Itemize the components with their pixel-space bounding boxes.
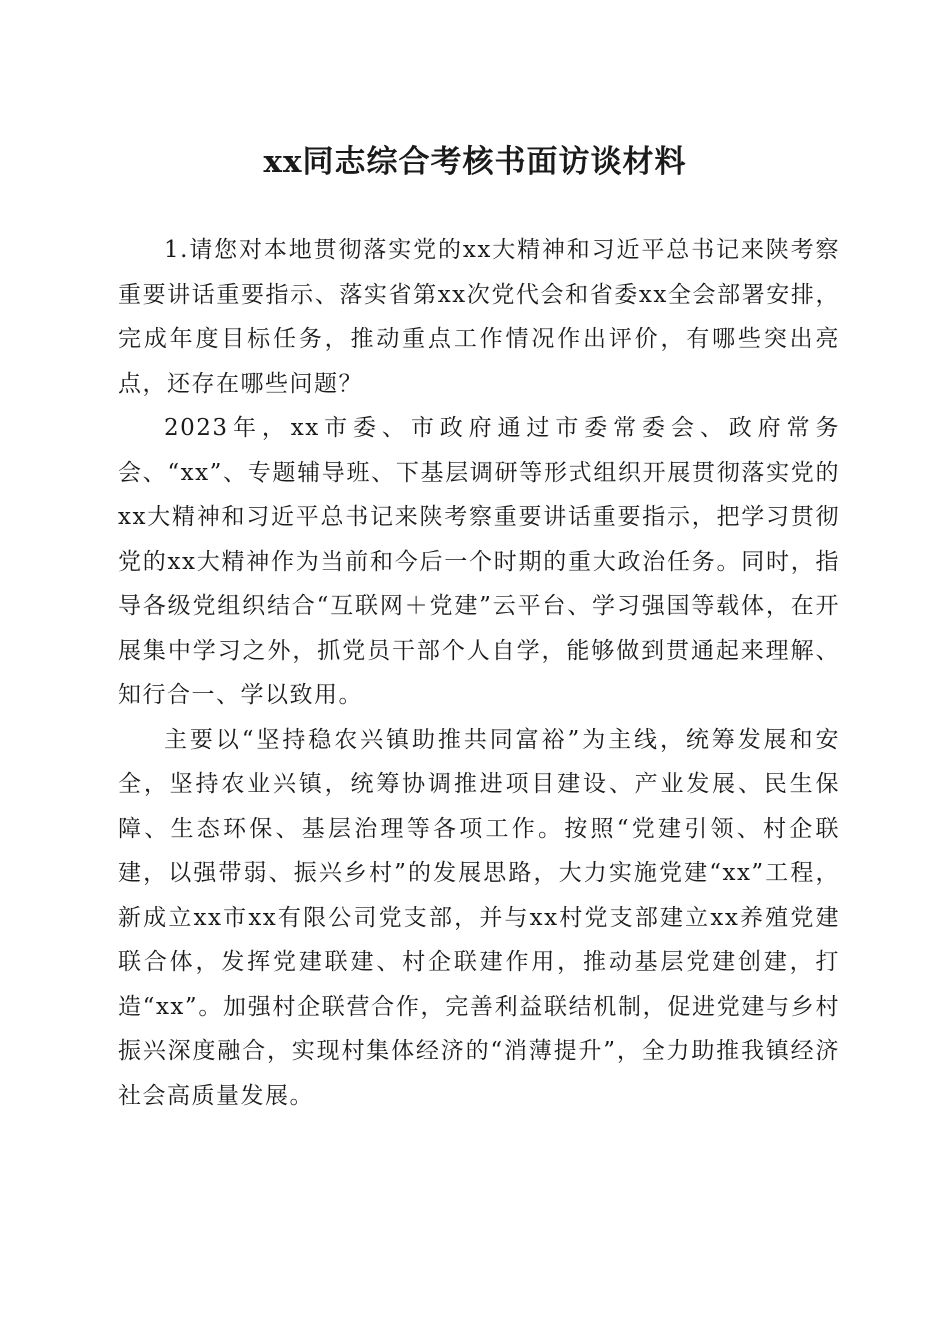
document-title: xx同志综合考核书面访谈材料 (263, 144, 687, 180)
paragraph-question: 1.请您对本地贯彻落实党的xx大精神和习近平总书记来陕考察重要讲话重要指示、落实省第xx次党代会和省委xx全会部署安排，完成年度目标任务，推动重点工作情况作出评价，有哪些突出亮点，还存在哪些问题？ (118, 237, 840, 397)
document-body (118, 228, 840, 1118)
paragraph-main-work: 主要以“坚持稳农兴镇助推共同富裕”为主线，统筹发展和安全，坚持农业兴镇，统筹协调推进项目建设、产业发展、民生保障、生态环保、基层治理等各项工作。按照“党建引领、村企联建，以强带弱、振兴乡村”的发展思路，大力实施党建“xx”工程，新成立xx市xx有限公司党支部，并与xx村党支部建立xx养殖党建联合体，发挥党建联建、村企联建作用，推动基层党建创建，打造“xx”。加强村企联营合作，完善利益联结机制，促进党建与乡村振兴深度融合，实现村集体经济的“消薄提升”，全力助推我镇经济社会高质量发展。 (118, 726, 840, 1109)
paragraph-study-implementation: 2023年，xx市委、市政府通过市委常委会、政府常务会、“xx”、专题辅导班、下基层调研等形式组织开展贯彻落实党的xx大精神和习近平总书记来陕考察重要讲话重要指示，把学习贯彻党的xx大精神作为当前和今后一个时期的重大政治任务。同时，指导各级党组织结合“互联网＋党建”云平台、学习强国等载体，在开展集中学习之外，抓党员干部个人自学，能够做到贯通起来理解、知行合一、学以致用。 (118, 415, 840, 708)
